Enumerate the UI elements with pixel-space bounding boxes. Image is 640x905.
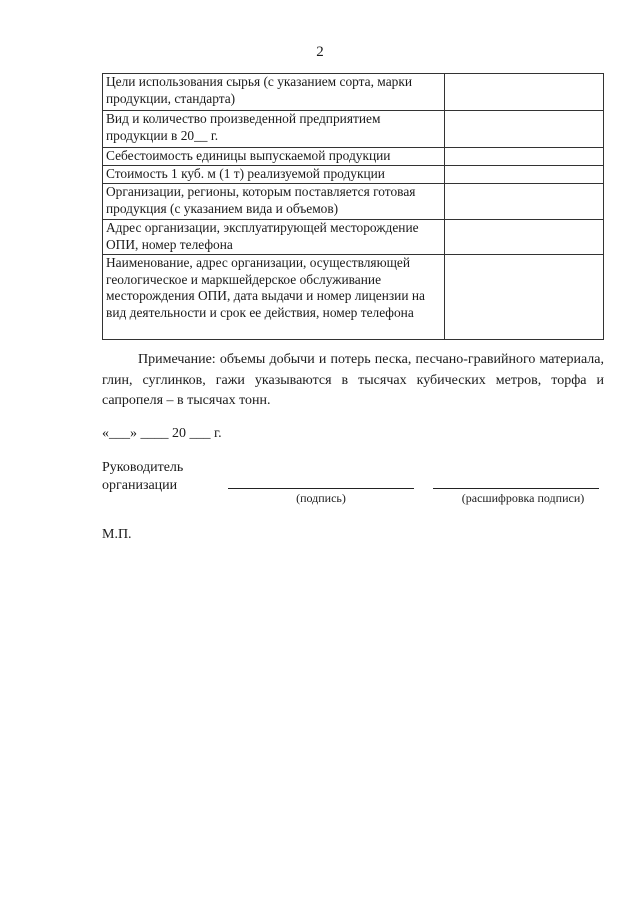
table-row [103, 111, 604, 148]
signature-caption: (подпись) [296, 491, 346, 505]
signature-decoding-line[interactable] [433, 488, 599, 489]
table-row [103, 184, 604, 220]
row-value[interactable] [445, 255, 604, 340]
table-row [103, 148, 604, 166]
row-value[interactable] [445, 220, 604, 255]
row-label: Наименование, адрес организации, осуществляющей геологическое и маркшейдерское обслуживание месторождения ОПИ, дата выдачи и номер лицензии на вид деятельности и срок ее действия, номер телефона [103, 255, 445, 340]
row-label: Себестоимость единицы выпускаемой продукции [103, 148, 445, 166]
signer-title [102, 459, 183, 495]
row-value[interactable] [445, 148, 604, 166]
page-number: 2 [316, 44, 324, 60]
row-value[interactable] [445, 111, 604, 148]
signer-title-line2: организации [102, 478, 178, 493]
table-row [103, 74, 604, 111]
table-row [103, 255, 604, 340]
table-row [103, 220, 604, 255]
stamp-label: М.П. [102, 527, 132, 542]
note-paragraph: Примечание: объемы добычи и потерь песка, песчано-гравийного материала, глин, суглинков, гажи указываются в тысячах кубических метров, торфа и сапропеля – в тысячах тонн. [102, 352, 604, 408]
row-value[interactable] [445, 74, 604, 111]
row-label: Стоимость 1 куб. м (1 т) реализуемой продукции [103, 166, 445, 184]
row-label: Организации, регионы, которым поставляется готовая продукция (с указанием вида и объемов) [103, 184, 445, 220]
row-label: Цели использования сырья (с указанием сорта, марки продукции, стандарта) [103, 74, 445, 111]
date-line: «___» ____ 20 ___ г. [102, 426, 222, 441]
row-value[interactable] [445, 166, 604, 184]
info-table [102, 73, 604, 340]
row-value[interactable] [445, 184, 604, 220]
signer-title-line1: Руководитель [102, 460, 184, 475]
signature-line[interactable] [228, 488, 414, 489]
table-row [103, 166, 604, 184]
row-label: Вид и количество произведенной предприятием продукции в 20__ г. [103, 111, 445, 148]
decoding-caption: (расшифровка подписи) [461, 491, 585, 505]
row-label: Адрес организации, эксплуатирующей месторождение ОПИ, номер телефона [103, 220, 445, 255]
